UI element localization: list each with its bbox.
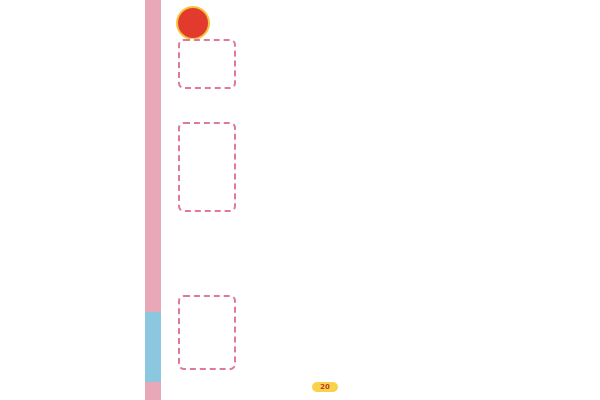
annotation-note [178,295,236,370]
page-number: 20 [312,382,338,392]
annotation-note [178,122,236,212]
spacer [248,9,444,13]
series-badge [176,6,210,40]
page-edge-band [145,0,161,400]
annotation-note [178,39,236,89]
reading-text [248,8,444,15]
